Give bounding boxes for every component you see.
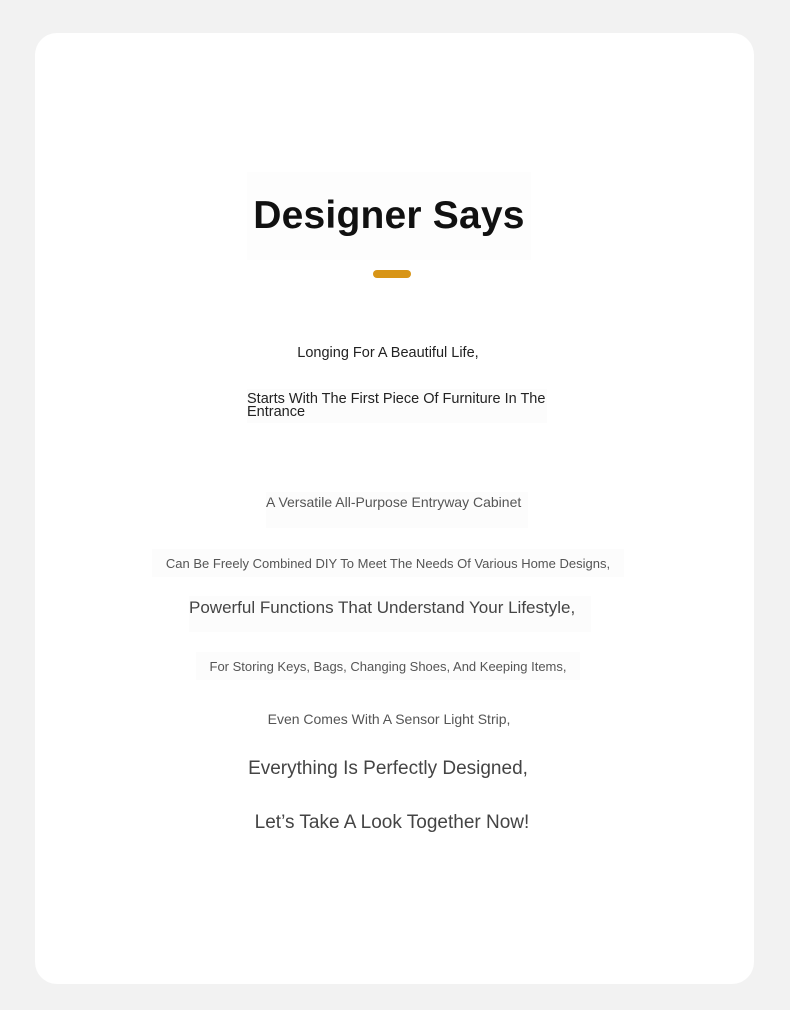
tagline-line-1: Longing For A Beautiful Life,	[297, 345, 479, 361]
description-line-6: Everything Is Perfectly Designed,	[248, 758, 528, 779]
call-to-action-text: Let’s Take A Look Together Now!	[254, 812, 530, 833]
description-line-1: A Versatile All-Purpose Entryway Cabinet	[266, 492, 528, 528]
page-title: Designer Says	[253, 194, 525, 237]
tagline-line-2: Starts With The First Piece Of Furniture In The Entrance	[247, 389, 547, 423]
description-line-2: Can Be Freely Combined DIY To Meet The Needs Of Various Home Designs,	[152, 549, 624, 577]
description-line-5: Even Comes With A Sensor Light Strip,	[267, 711, 511, 727]
description-line-4: For Storing Keys, Bags, Changing Shoes, And Keeping Items,	[196, 652, 580, 680]
description-line-3: Powerful Functions That Understand Your Lifestyle,	[189, 596, 591, 632]
title-block	[247, 172, 531, 260]
title-accent-bar	[373, 270, 411, 278]
